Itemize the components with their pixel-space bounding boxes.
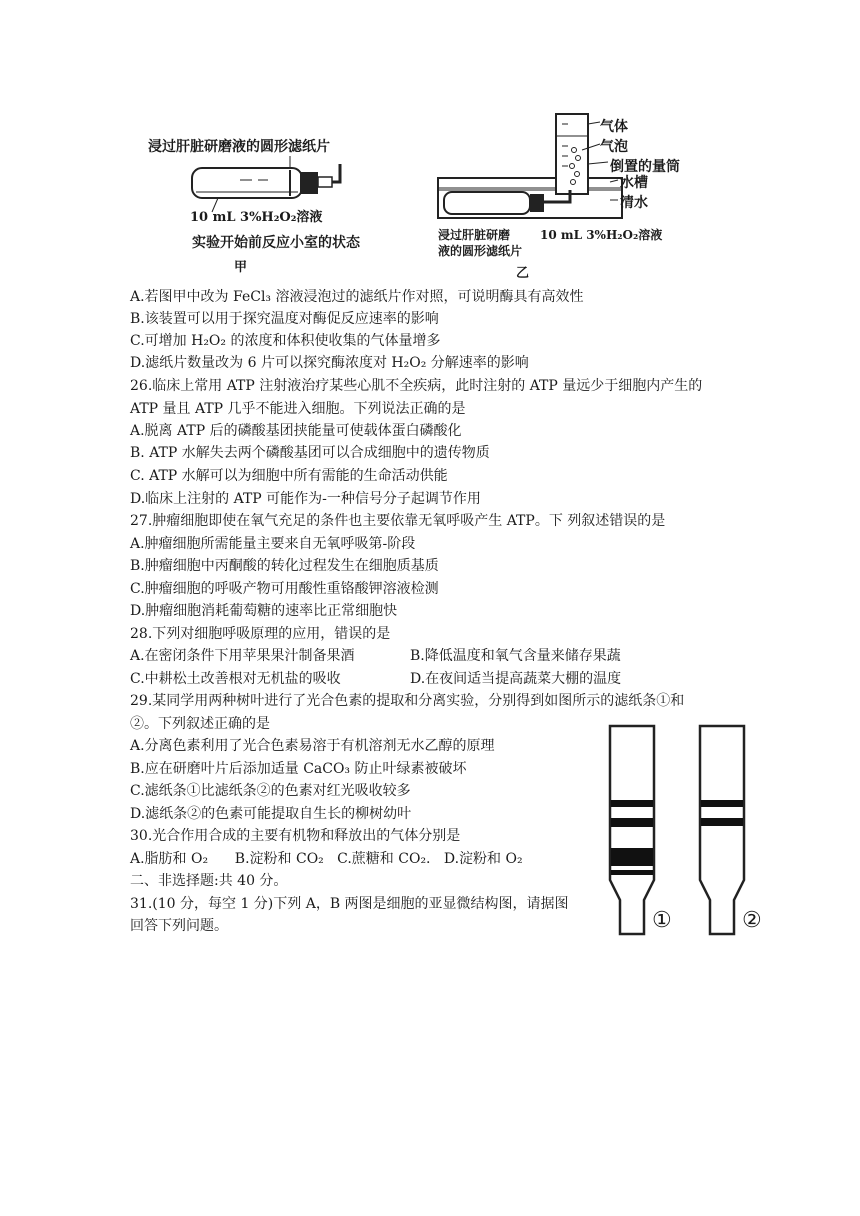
q27-option-d: D.肿瘤细胞消耗葡萄糖的速率比正常细胞快 bbox=[130, 603, 398, 619]
figure-jia-caption: 甲 bbox=[234, 260, 248, 275]
figure-yi-water-label: 清水 bbox=[620, 195, 648, 211]
figure-yi bbox=[432, 110, 692, 280]
q29-option-a: A.分离色素利用了光合色素易溶于有机溶剂无水乙醇的原理 bbox=[130, 738, 495, 754]
figure-yi-tank-label: 水槽 bbox=[620, 175, 648, 191]
q26-option-c: C. ATP 水解可以为细胞中所有需能的生命活动供能 bbox=[130, 468, 448, 484]
q29-stem-line-1: 29.某同学用两种树叶进行了光合色素的提取和分离实验，分别得到如图所示的滤纸条①和 bbox=[130, 693, 685, 709]
figure-jia-paper-label: 浸过肝脏研磨液的圆形滤纸片 bbox=[148, 139, 330, 155]
q28-stem: 28.下列对细胞呼吸原理的应用，错误的是 bbox=[130, 626, 391, 642]
q26-option-b: B. ATP 水解失去两个磷酸基团可以合成细胞中的遗传物质 bbox=[130, 445, 490, 461]
q28-option-a: A.在密闭条件下用苹果果汁制备果酒 bbox=[130, 648, 355, 664]
figure-jia bbox=[140, 130, 410, 280]
q26-stem-line-1: 26.临床上常用 ATP 注射液治疗某些心肌不全疾病，此时注射的 ATP 量远少于细胞内产生的 bbox=[130, 378, 703, 394]
figure-yi-bubble-label: 气泡 bbox=[600, 139, 628, 155]
q28-option-d: D.在夜间适当提高蔬菜大棚的温度 bbox=[410, 671, 622, 687]
section-2-heading: 二、非选择题:共 40 分。 bbox=[130, 873, 288, 889]
figure-yi-paper-label-2: 液的圆形滤纸片 bbox=[438, 244, 523, 258]
q31-stem-line-2: 回答下列问题。 bbox=[130, 918, 228, 934]
q29-option-b: B.应在研磨叶片后添加适量 CaCO₃ 防止叶绿素被破坏 bbox=[130, 761, 467, 777]
q26-stem-line-2: ATP 量且 ATP 几乎不能进入细胞。下列说法正确的是 bbox=[130, 401, 466, 417]
q27-stem: 27.肿瘤细胞即使在氧气充足的条件也主要依靠无氧呼吸产生 ATP。下 列叙述错误的是 bbox=[130, 513, 666, 529]
figure-yi-caption: 乙 bbox=[516, 266, 530, 281]
q30-options: A.脂肪和 O₂ B.淀粉和 CO₂ C.蔗糖和 CO₂. D.淀粉和 O₂ bbox=[130, 851, 523, 867]
q26-option-d: D.临床上注射的 ATP 可能作为-一种信号分子起调节作用 bbox=[130, 491, 481, 507]
q27-option-a: A.肿瘤细胞所需能量主要来自无氧呼吸第-阶段 bbox=[130, 536, 416, 552]
q28-option-c: C.中耕松土改善根对无机盐的吸收 bbox=[130, 671, 341, 687]
chromatography-strips-figure bbox=[604, 722, 774, 938]
q28-option-b: B.降低温度和氧气含量来储存果蔬 bbox=[410, 648, 621, 664]
q30-stem: 30.光合作用合成的主要有机物和释放出的气体分别是 bbox=[130, 828, 461, 844]
q26-option-a: A.脱离 ATP 后的磷酸基团挟能量可使载体蛋白磷酸化 bbox=[130, 423, 462, 439]
figure-yi-cylinder-label: 倒置的量筒 bbox=[610, 159, 680, 175]
reaction-chamber-illustration bbox=[140, 130, 410, 280]
q29-option-c: C.滤纸条①比滤纸条②的色素对红光吸收较多 bbox=[130, 783, 411, 799]
q25-option-d: D.滤纸片数量改为 6 片可以探究酶浓度对 H₂O₂ 分解速率的影响 bbox=[130, 355, 529, 371]
figure-yi-gas-label: 气体 bbox=[600, 119, 628, 135]
q25-option-b: B.该装置可以用于探究温度对酶促反应速率的影响 bbox=[130, 311, 439, 327]
q29-stem-line-2: ②。下列叙述正确的是 bbox=[130, 716, 270, 732]
q29-option-d: D.滤纸条②的色素可能提取自生长的柳树幼叶 bbox=[130, 806, 412, 822]
figure-yi-paper-label-1: 浸过肝脏研磨 bbox=[438, 228, 511, 242]
figure-jia-state-label: 实验开始前反应小室的状态 bbox=[192, 235, 360, 251]
q27-option-c: C.肿瘤细胞的呼吸产物可用酸性重铬酸钾溶液检测 bbox=[130, 581, 439, 597]
figure-jia-solution-label: 10 mL 3%H₂O₂溶液 bbox=[190, 210, 323, 225]
q25-option-c: C.可增加 H₂O₂ 的浓度和体积使收集的气体量增多 bbox=[130, 333, 441, 349]
figure-yi-solution-label: 10 mL 3%H₂O₂溶液 bbox=[540, 228, 663, 242]
strip-2-label: ② bbox=[742, 908, 762, 933]
q25-option-a: A.若图甲中改为 FeCl₃ 溶液浸泡过的滤纸片作对照，可说明酶具有高效性 bbox=[130, 289, 584, 305]
q31-stem-line-1: 31.(10 分，每空 1 分)下列 A，B 两图是细胞的亚显微结构图，请据图 bbox=[130, 896, 569, 912]
filter-paper-strip-2 bbox=[696, 722, 748, 938]
strip-1-label: ① bbox=[652, 908, 672, 933]
q27-option-b: B.肿瘤细胞中丙酮酸的转化过程发生在细胞质基质 bbox=[130, 558, 439, 574]
filter-paper-strip-1 bbox=[606, 722, 658, 938]
